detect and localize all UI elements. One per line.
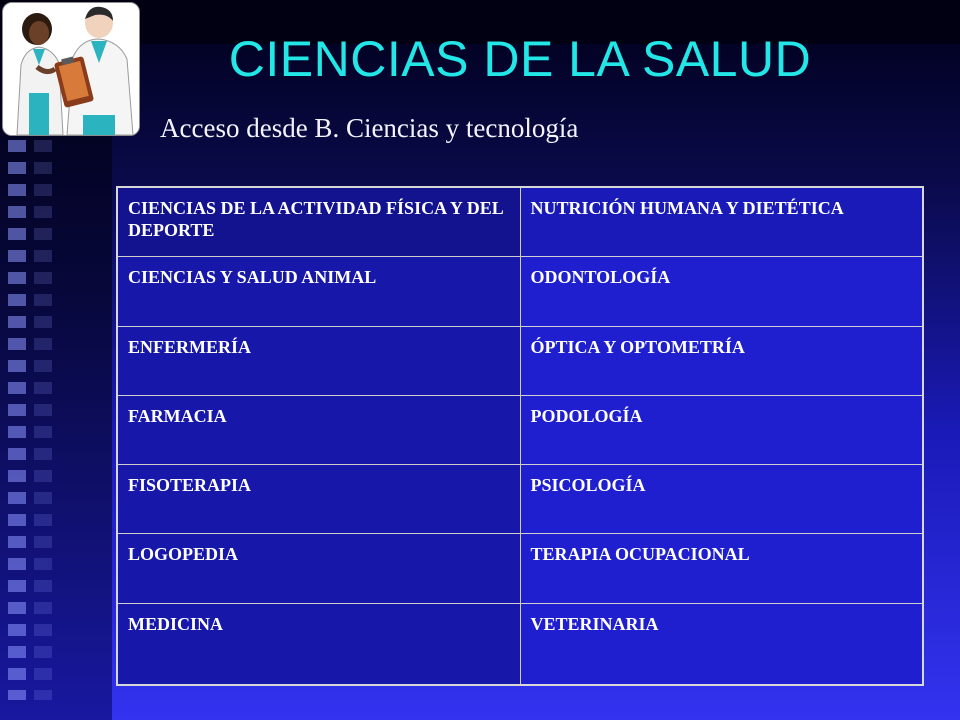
table-row [117,603,923,685]
table-cell: VETERINARIA [520,603,923,685]
table-cell: ENFERMERÍA [117,326,520,395]
doctors-illustration [3,3,139,135]
slide-subtitle: Acceso desde B. Ciencias y tecnología [160,113,579,143]
table-row [117,326,923,395]
table-cell: MEDICINA [117,603,520,685]
table-row [117,395,923,464]
table-cell: CIENCIAS Y SALUD ANIMAL [117,257,520,326]
decor-squares [8,140,26,700]
table-cell: PSICOLOGÍA [520,465,923,534]
table-cell: ODONTOLOGÍA [520,257,923,326]
table-row [117,187,923,257]
table-cell: CIENCIAS DE LA ACTIVIDAD FÍSICA Y DEL DEPORTE [117,187,520,257]
table-row [117,465,923,534]
table-cell: FISOTERAPIA [117,465,520,534]
table-row [117,534,923,603]
doctors-clipart-icon [2,2,140,136]
table-cell: ÓPTICA Y OPTOMETRÍA [520,326,923,395]
decor-squares-faint [34,140,52,700]
table-cell: LOGOPEDIA [117,534,520,603]
table-cell: NUTRICIÓN HUMANA Y DIETÉTICA [520,187,923,257]
table-cell: TERAPIA OCUPACIONAL [520,534,923,603]
table-cell: PODOLOGÍA [520,395,923,464]
table-cell: FARMACIA [117,395,520,464]
table-row [117,257,923,326]
degrees-table [116,186,924,686]
slide-title: CIENCIAS DE LA SALUD [228,31,812,87]
